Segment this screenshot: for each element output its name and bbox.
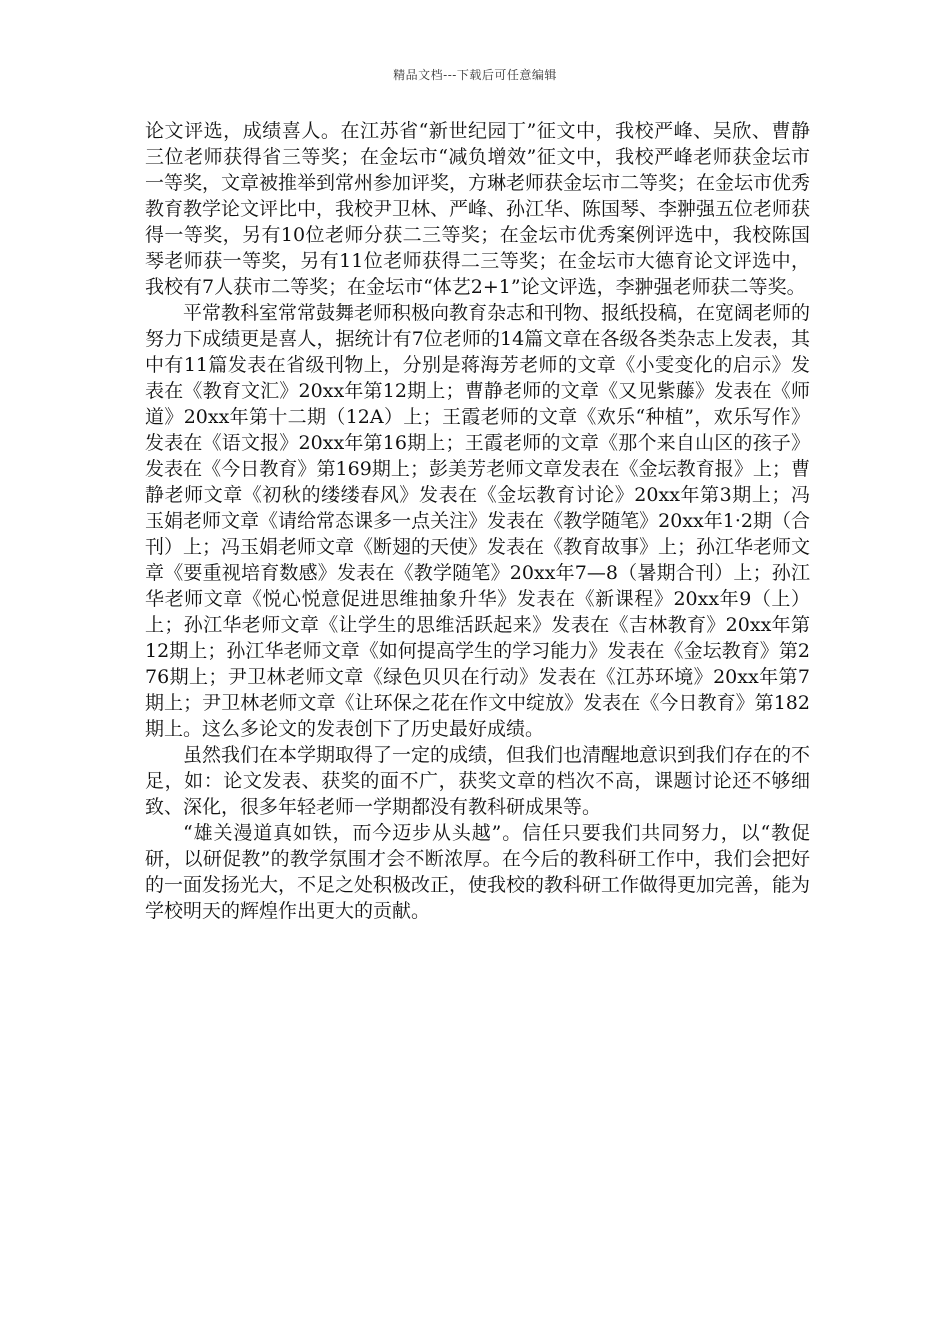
paragraph-2: 平常教科室常常鼓舞老师积极向教育杂志和刊物、报纸投稿，在宽阔老师的努力下成绩更是喜人，据统计有7位老师的14篇文章在各级各类杂志上发表，其中有11篇发表在省级刊物上，分别是蒋海芳老师的文章《小雯变化的启示》发表在《教育文汇》20xx年第12期上；曹静老师的文章《又见紫藤》发表在《师道》20xx年第十二期（12A）上；王霞老师的文章《欢乐“种植”，欢乐写作》发表在《语文报》20xx年第16期上；王霞老师的文章《那个来自山区的孩子》发表在《今日教育》第169期上；彭美芳老师文章发表在《金坛教育报》上；曹静老师文章《初秋的缕缕春风》发表在《金坛教育讨论》20xx年第3期上；冯玉娟老师文章《请给常态课多一点关注》发表在《教学随笔》20xx年1·2期（合刊）上；冯玉娟老师文章《断翅的天使》发表在《教育故事》上；孙江华老师文章《要重视培育数感》发表在《教学随笔》20xx年7—8（暑期合刊）上；孙江华老师文章《悦心悦意促进思维抽象升华》发表在《新课程》20xx年9（上）上；孙江华老师文章《让学生的思维活跃起来》发表在《吉林教育》20xx年第12期上；孙江华老师文章《如何提高学生的学习能力》发表在《金坛教育》第276期上；尹卫林老师文章《绿色贝贝在行动》发表在《江苏环境》20xx年第7期上；尹卫林老师文章《让环保之花在作文中绽放》发表在《今日教育》第182期上。这么多论文的发表创下了历史最好成绩。 xyxy=(145,302,811,740)
paragraph-1: 论文评选，成绩喜人。在江苏省“新世纪园丁”征文中，我校严峰、吴欣、曹静三位老师获得省三等奖；在金坛市“减负增效”征文中，我校严峰老师获金坛市一等奖，文章被推举到常州参加评奖，方琳老师获金坛市二等奖；在金坛市优秀教育教学论文评比中，我校尹卫林、严峰、孙江华、陈国琴、李翀强五位老师获得一等奖，另有10位老师分获二三等奖；在金坛市优秀案例评选中，我校陈国琴老师获一等奖，另有11位老师获得二三等奖；在金坛市大德育论文评选中，我校有7人获市二等奖；在金坛市“体艺2+1”论文评选，李翀强老师获二等奖。 xyxy=(145,120,811,298)
paragraph-3: 虽然我们在本学期取得了一定的成绩，但我们也清醒地意识到我们存在的不足，如：论文发表、获奖的面不广，获奖文章的档次不高，课题讨论还不够细致、深化，很多年轻老师一学期都没有教科研成果等。 xyxy=(145,744,811,818)
paragraph-4: “雄关漫道真如铁，而今迈步从头越”。信任只要我们共同努力，以“教促研，以研促教”的教学氛围才会不断浓厚。在今后的教科研工作中，我们会把好的一面发扬光大，不足之处积极改正，使我校的教科研工作做得更加完善，能为学校明天的辉煌作出更大的贡献。 xyxy=(145,822,811,922)
document-body xyxy=(145,118,810,924)
page-header: 精品文档---下载后可任意编辑 xyxy=(393,68,557,82)
